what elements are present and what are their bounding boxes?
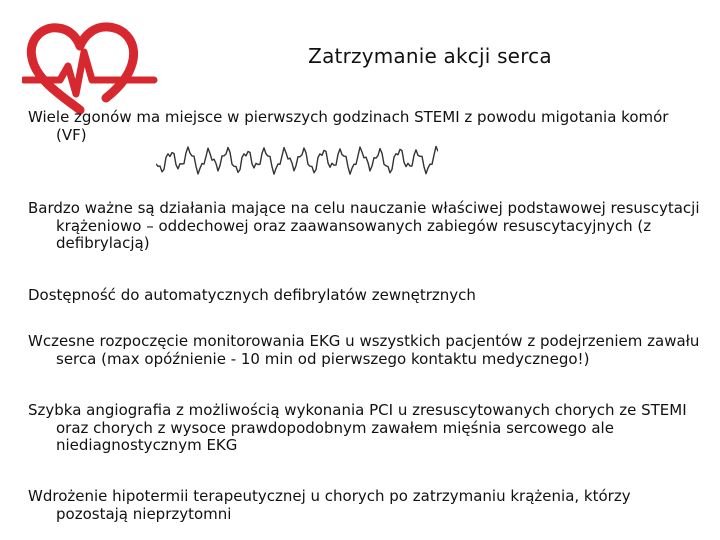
paragraph-hypothermia: Wdrożenie hipotermii terapeutycznej u chorych po zatrzymaniu krążenia, którzy pozostają nieprzytomni: [28, 487, 631, 523]
heart-ecg-logo: [22, 18, 162, 118]
paragraph-aed-availability: Dostępność do automatycznych defibrylatów zewnętrznych: [28, 286, 476, 304]
slide-title: Zatrzymanie akcji serca: [308, 44, 552, 68]
paragraph-ecg-monitoring: Wczesne rozpoczęcie monitorowania EKG u wszystkich pacjentów z podejrzeniem zawału serca (max opóźnienie - 10 min od pierwszego kontaktu medycznego!): [28, 332, 700, 368]
paragraph-angiography: Szybka angiografia z możliwością wykonania PCI u zresuscytowanych chorych ze STEMI oraz chorych z wysoce prawdopodobnym zawałem mięśnia sercowego ale niediagnostycznym EKG: [28, 401, 687, 454]
paragraph-vf-deaths: Wiele zgonów ma miejsce w pierwszych godzinach STEMI z powodu migotania komór (VF): [28, 108, 669, 144]
paragraph-cpr-training: Bardzo ważne są działania mające na celu nauczanie właściwej podstawowej resuscytacji krążeniowo – oddechowej oraz zaawansowanych zabiegów resuscytacyjnych (z defibrylacją): [28, 199, 700, 252]
vf-ecg-strip: [156, 136, 438, 182]
